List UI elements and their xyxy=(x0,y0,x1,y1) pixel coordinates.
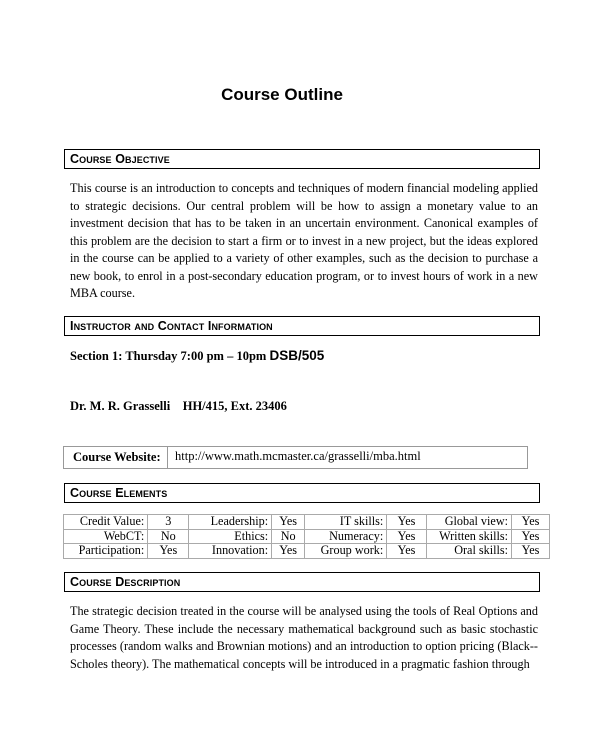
element-label: Oral skills: xyxy=(426,544,511,559)
element-value: Yes xyxy=(387,544,427,559)
element-value: Yes xyxy=(387,515,427,530)
course-elements-table xyxy=(63,514,550,559)
element-value: Yes xyxy=(272,544,305,559)
table-row xyxy=(64,544,550,559)
element-value: Yes xyxy=(387,529,427,544)
section-schedule xyxy=(70,348,324,364)
page-title: Course Outline xyxy=(221,85,343,104)
section-time: Section 1: Thursday 7:00 pm – 10pm xyxy=(70,349,270,363)
section-heading-objective: Course Objective xyxy=(64,149,540,169)
table-row xyxy=(64,515,550,530)
element-label: Numeracy: xyxy=(305,529,387,544)
section-heading-elements: Course Elements xyxy=(64,483,540,503)
element-value: Yes xyxy=(148,544,189,559)
objective-text: This course is an introduction to concepts and techniques of modern financial modeling applied to strategic decisions. Our central problem will be how to assign a monetary value to an investment decision that has to be taken in an uncertain environment. Canonical examples of this problem are the decision to start a firm or to invest in a new project, but the ideas explored in the course can be applied to a variety of other examples, such as the decision to purchase a new book, to enrol in a post-secondary education program, or to invest hours of work in a new MBA course. xyxy=(70,181,538,300)
element-label: Credit Value: xyxy=(64,515,148,530)
instructor-info: Dr. M. R. Grasselli HH/415, Ext. 23406 xyxy=(70,399,287,413)
element-label: WebCT: xyxy=(64,529,148,544)
course-website-link[interactable]: http://www.math.mcmaster.ca/grasselli/mba.html xyxy=(175,449,421,463)
element-label: Group work: xyxy=(305,544,387,559)
element-label: Ethics: xyxy=(189,529,272,544)
element-label: Leadership: xyxy=(189,515,272,530)
table-row xyxy=(64,529,550,544)
element-value: Yes xyxy=(512,515,550,530)
section-heading-description: Course Description xyxy=(64,572,540,592)
description-text: The strategic decision treated in the course will be analysed using the tools of Real Options and Game Theory. These include the necessary mathematical background such as basic stochastic processes (random walks and Brownian motions) and an introduction to option pricing (Black--Scholes theory). The mathematical concepts will be introduced in a pragmatic fashion through xyxy=(70,604,538,671)
section-room: DSB/505 xyxy=(269,348,325,363)
element-label: Written skills: xyxy=(426,529,511,544)
element-label: Global view: xyxy=(426,515,511,530)
course-website-box xyxy=(63,446,528,469)
element-value: Yes xyxy=(512,544,550,559)
element-value: 3 xyxy=(148,515,189,530)
element-value: Yes xyxy=(272,515,305,530)
element-label: IT skills: xyxy=(305,515,387,530)
element-label: Participation: xyxy=(64,544,148,559)
element-label: Innovation: xyxy=(189,544,272,559)
element-value: Yes xyxy=(512,529,550,544)
element-value: No xyxy=(272,529,305,544)
element-value: No xyxy=(148,529,189,544)
course-website-label: Course Website: xyxy=(64,447,168,468)
section-heading-instructor: Instructor and Contact Information xyxy=(64,316,540,336)
